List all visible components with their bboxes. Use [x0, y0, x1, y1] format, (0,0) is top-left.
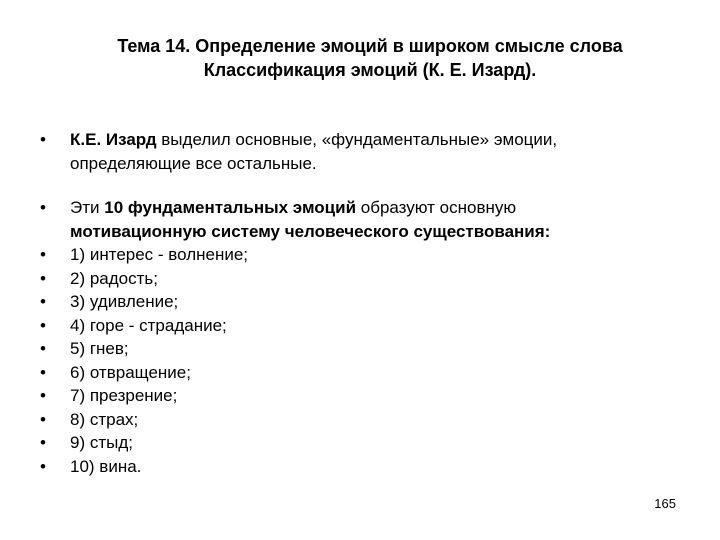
bullet-marker: •	[40, 292, 46, 311]
emotion-list-item	[40, 267, 680, 291]
emotion-list-item	[40, 337, 680, 361]
emotion-list-item	[40, 455, 680, 479]
emotion-list-item	[40, 408, 680, 432]
emotion-list-item	[40, 431, 680, 455]
emotion-label: 8) страх;	[70, 409, 139, 429]
bullet-marker: •	[40, 456, 46, 476]
bullet-marker: •	[40, 245, 46, 264]
slide-title	[0, 34, 720, 82]
bullet-text-bold-continuation: мотивационную систему человеческого существования:	[70, 221, 551, 241]
emotion-label: 6) отвращение;	[70, 362, 191, 382]
emotion-label: 3) удивление;	[70, 292, 179, 311]
emotion-label: 2) радость;	[70, 268, 158, 288]
bullet-text-continuation: определяющие все остальные.	[70, 153, 317, 173]
emotion-label: 7) презрение;	[70, 386, 178, 405]
emotion-label: 5) гнев;	[70, 339, 129, 358]
bullet-izard-intro	[40, 128, 680, 175]
emotion-label: 9) стыд;	[70, 433, 133, 452]
bullet-marker: •	[40, 362, 46, 382]
emotion-list-item	[40, 384, 680, 408]
emotion-list	[40, 243, 680, 478]
emotion-list-item	[40, 290, 680, 314]
bullet-marker: •	[40, 339, 46, 358]
bullet-marker: •	[40, 409, 46, 429]
bullet-text: выделил основные, «фундаментальные» эмоции,	[156, 130, 558, 149]
emotion-label: 10) вина.	[70, 456, 142, 476]
bullet-text: образуют основную	[356, 198, 517, 217]
bullet-list-emotions	[40, 196, 680, 478]
emotion-list-item	[40, 314, 680, 338]
emotion-label: 1) интерес - волнение;	[70, 245, 249, 264]
bullet-marker: •	[40, 315, 46, 335]
bullet-marker: •	[40, 433, 46, 452]
bullet-text: Эти	[70, 198, 105, 217]
bullet-marker: •	[40, 198, 46, 217]
bullet-marker: •	[40, 130, 46, 149]
title-line-2: Классификация эмоций (К. Е. Изард).	[203, 60, 537, 80]
emotion-list-item	[40, 243, 680, 267]
page-number: 165	[654, 496, 676, 511]
emotion-list-item	[40, 361, 680, 385]
title-line-1: Тема 14. Определение эмоций в широком смысле слова	[117, 36, 623, 56]
author-name: К.Е. Изард	[70, 130, 157, 149]
bullet-marker: •	[40, 268, 46, 288]
bullet-marker: •	[40, 386, 46, 405]
bullet-row	[40, 196, 680, 243]
bullet-text-bold: 10 фундаментальных эмоций	[104, 198, 357, 217]
bullet-row	[40, 128, 680, 175]
emotion-label: 4) горе - страдание;	[70, 315, 227, 335]
